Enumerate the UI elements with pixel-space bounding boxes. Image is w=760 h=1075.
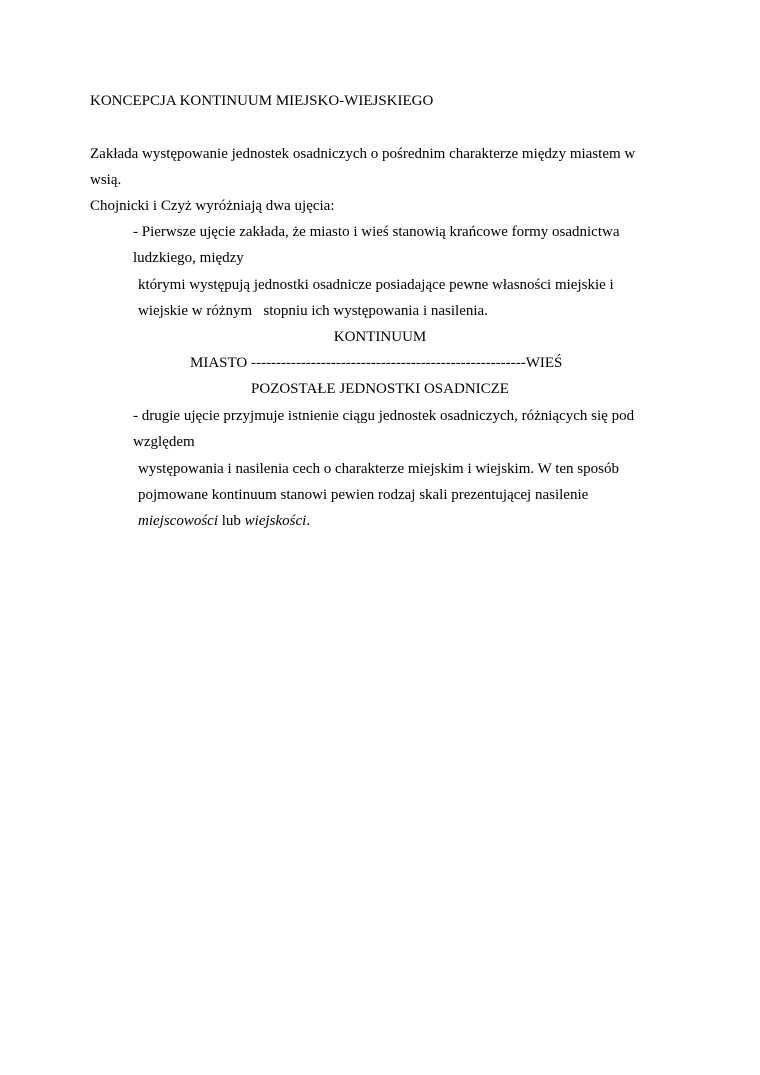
document-title: KONCEPCJA KONTINUUM MIEJSKO-WIEJSKIEGO	[90, 93, 434, 109]
paragraph-1-line-1: Zakłada występowanie jednostek osadniczych o pośrednim charakterze między miastem w	[90, 146, 636, 162]
paragraph-1-line-2: wsią.	[90, 172, 122, 188]
first-item-line-3: którymi występują jednostki osadnicze posiadające pewne własności miejskie i	[138, 277, 614, 293]
intro-line: Chojnicki i Czyż wyróżniają dwa ujęcia:	[90, 198, 335, 214]
conjunction-lub: lub	[218, 513, 245, 529]
term-miejscowosci: miejscowości	[138, 513, 218, 529]
diagram-axis-line: MIASTO -------------------------------------------------------WIEŚ	[190, 355, 563, 371]
second-item-line-1: - drugie ujęcie przyjmuje istnienie ciągu jednostek osadniczych, różniących się pod	[133, 408, 635, 424]
second-item-line-4: pojmowane kontinuum stanowi pewien rodzaj skali prezentującej nasilenie	[138, 487, 589, 503]
second-item-line-3: występowania i nasilenia cech o charakterze miejskim i wiejskim. W ten sposób	[138, 461, 619, 477]
second-item-line-2: względem	[133, 434, 195, 450]
diagram-top-label: KONTINUUM	[333, 329, 427, 345]
first-item-line-1: - Pierwsze ujęcie zakłada, że miasto i wieś stanowią krańcowe formy osadnictwa	[133, 224, 620, 240]
diagram-bottom-label: POZOSTAŁE JEDNOSTKI OSADNICZE	[251, 381, 509, 397]
first-item-line-2: ludzkiego, między	[133, 250, 244, 266]
term-wiejskosci: wiejskości	[244, 513, 307, 529]
sentence-end: .	[306, 513, 311, 529]
first-item-line-4: wiejskie w różnym stopniu ich występowania i nasilenia.	[138, 303, 488, 319]
second-item-line-5	[138, 508, 310, 534]
